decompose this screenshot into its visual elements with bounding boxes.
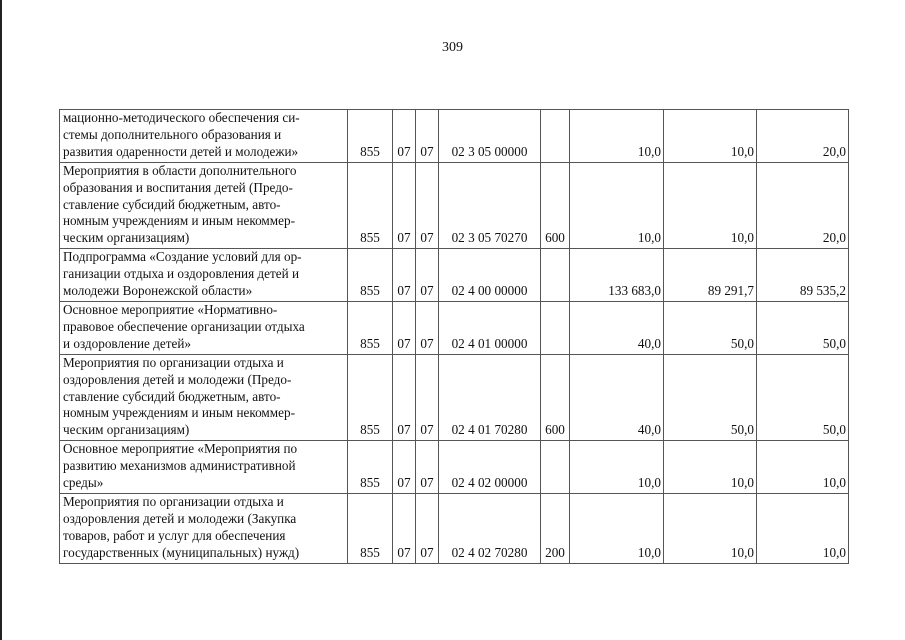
- row-name-line: ческим организациям): [63, 422, 190, 438]
- year2-amount-cell: 50,0: [664, 301, 757, 354]
- grbs-cell: 855: [348, 493, 393, 563]
- pr-cell: 07: [416, 493, 439, 563]
- row-name-line: ческим организациям): [63, 230, 190, 246]
- csr-cell: 02 3 05 70270: [439, 162, 541, 249]
- pr-cell: 07: [416, 441, 439, 494]
- year2-amount-cell: 10,0: [664, 110, 757, 163]
- pr-cell: 07: [416, 354, 439, 441]
- year3-amount-cell: 20,0: [757, 162, 849, 249]
- rz-cell: 07: [393, 354, 416, 441]
- vr-cell: [541, 441, 570, 494]
- year3-amount-cell: 50,0: [757, 354, 849, 441]
- grbs-cell: 855: [348, 249, 393, 302]
- rz-cell: 07: [393, 441, 416, 494]
- pr-cell: 07: [416, 162, 439, 249]
- row-name-line: товаров, работ и услуг для обеспечения: [63, 527, 286, 543]
- year3-amount-cell: 10,0: [757, 493, 849, 563]
- row-name-line: номным учреждениям и иным некоммер-: [63, 213, 295, 229]
- row-name-cell: [60, 441, 348, 494]
- grbs-cell: 855: [348, 441, 393, 494]
- row-name-line: Подпрограмма «Создание условий для ор-: [63, 249, 302, 265]
- grbs-cell: 855: [348, 110, 393, 163]
- year3-amount-cell: 50,0: [757, 301, 849, 354]
- row-name-line: Мероприятия по организации отдыха и: [63, 493, 284, 509]
- vr-cell: [541, 301, 570, 354]
- vr-cell: [541, 249, 570, 302]
- row-name-line: ставление субсидий бюджетным, авто-: [63, 196, 281, 212]
- rz-cell: 07: [393, 301, 416, 354]
- rz-cell: 07: [393, 162, 416, 249]
- csr-cell: 02 4 02 70280: [439, 493, 541, 563]
- csr-cell: 02 4 02 00000: [439, 441, 541, 494]
- year2-amount-cell: 89 291,7: [664, 249, 757, 302]
- row-name-cell: [60, 354, 348, 441]
- budget-table-body: [60, 110, 849, 564]
- row-name-line: Мероприятия в области дополнительного: [63, 162, 297, 178]
- vr-cell: 600: [541, 162, 570, 249]
- page-left-edge: [0, 0, 2, 640]
- row-name-line: молодежи Воронежской области»: [63, 283, 253, 299]
- row-name-cell: [60, 110, 348, 163]
- row-name-line: оздоровления детей и молодежи (Предо-: [63, 371, 292, 387]
- rz-cell: 07: [393, 249, 416, 302]
- year2-amount-cell: 50,0: [664, 354, 757, 441]
- row-name-line: образования и воспитания детей (Предо-: [63, 179, 293, 195]
- grbs-cell: 855: [348, 301, 393, 354]
- grbs-cell: 855: [348, 354, 393, 441]
- year1-amount-cell: 10,0: [570, 110, 664, 163]
- grbs-cell: 855: [348, 162, 393, 249]
- year1-amount-cell: 40,0: [570, 301, 664, 354]
- year2-amount-cell: 10,0: [664, 162, 757, 249]
- row-name-line: Основное мероприятие «Нормативно-: [63, 301, 278, 317]
- row-name-line: развитию механизмов административной: [63, 458, 296, 474]
- row-name-line: правовое обеспечение организации отдыха: [63, 318, 305, 334]
- year1-amount-cell: 10,0: [570, 441, 664, 494]
- rz-cell: 07: [393, 493, 416, 563]
- row-name-cell: [60, 162, 348, 249]
- year1-amount-cell: 133 683,0: [570, 249, 664, 302]
- year2-amount-cell: 10,0: [664, 441, 757, 494]
- row-name-line: стемы дополнительного образования и: [63, 126, 282, 142]
- row-name-line: и оздоровление детей»: [63, 335, 191, 351]
- page-number: 309: [442, 40, 463, 55]
- row-name-line: ганизации отдыха и оздоровления детей и: [63, 266, 300, 282]
- table-row: [60, 441, 849, 494]
- pr-cell: 07: [416, 249, 439, 302]
- year3-amount-cell: 20,0: [757, 110, 849, 163]
- vr-cell: 200: [541, 493, 570, 563]
- budget-table: [59, 109, 849, 564]
- row-name-cell: [60, 249, 348, 302]
- row-name-cell: [60, 493, 348, 563]
- table-row: [60, 110, 849, 163]
- csr-cell: 02 3 05 00000: [439, 110, 541, 163]
- row-name-line: оздоровления детей и молодежи (Закупка: [63, 510, 297, 526]
- row-name-line: среды»: [63, 475, 104, 491]
- year2-amount-cell: 10,0: [664, 493, 757, 563]
- pr-cell: 07: [416, 110, 439, 163]
- row-name-line: государственных (муниципальных) нужд): [63, 544, 300, 560]
- row-name-cell: [60, 301, 348, 354]
- year3-amount-cell: 10,0: [757, 441, 849, 494]
- row-name-line: Основное мероприятие «Мероприятия по: [63, 441, 298, 457]
- year3-amount-cell: 89 535,2: [757, 249, 849, 302]
- year1-amount-cell: 10,0: [570, 493, 664, 563]
- table-row: [60, 301, 849, 354]
- table-row: [60, 354, 849, 441]
- row-name-line: номным учреждениям и иным некоммер-: [63, 405, 295, 421]
- csr-cell: 02 4 01 00000: [439, 301, 541, 354]
- vr-cell: [541, 110, 570, 163]
- year1-amount-cell: 40,0: [570, 354, 664, 441]
- table-row: [60, 249, 849, 302]
- row-name-line: ставление субсидий бюджетным, авто-: [63, 388, 281, 404]
- pr-cell: 07: [416, 301, 439, 354]
- year1-amount-cell: 10,0: [570, 162, 664, 249]
- csr-cell: 02 4 00 00000: [439, 249, 541, 302]
- table-row: [60, 493, 849, 563]
- rz-cell: 07: [393, 110, 416, 163]
- csr-cell: 02 4 01 70280: [439, 354, 541, 441]
- row-name-line: мационно-методического обеспечения си-: [63, 110, 300, 125]
- row-name-line: Мероприятия по организации отдыха и: [63, 354, 284, 370]
- vr-cell: 600: [541, 354, 570, 441]
- table-row: [60, 162, 849, 249]
- row-name-line: развития одаренности детей и молодежи»: [63, 143, 299, 159]
